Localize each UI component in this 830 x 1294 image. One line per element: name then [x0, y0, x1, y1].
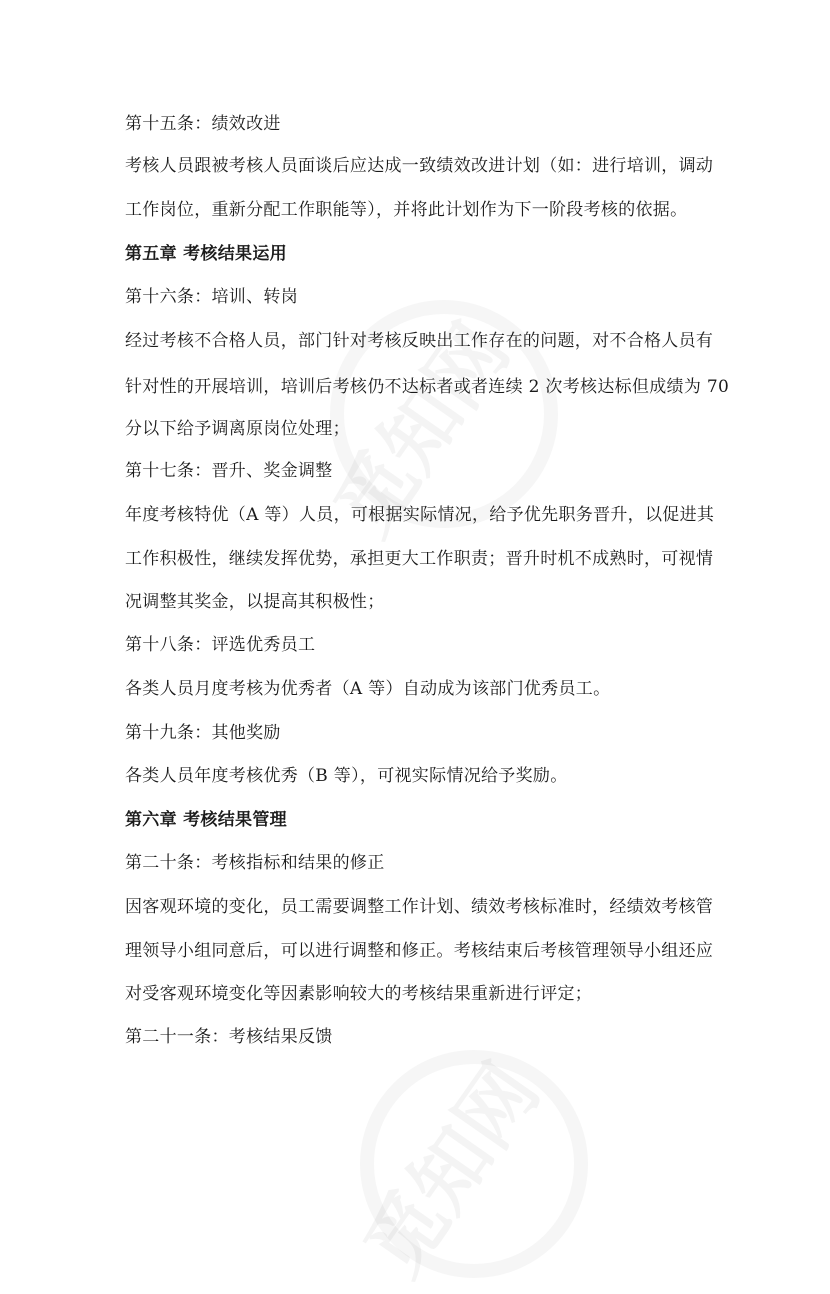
paragraph-line: 因客观环境的变化，员工需要调整工作计划、绩效考核标准时，经绩效考核管 — [125, 897, 714, 917]
chapter-heading: 第六章 考核结果管理 — [125, 810, 287, 830]
paragraph-line: 考核人员跟被考核人员面谈后应达成一致绩效改进计划（如：进行培训，调动 — [125, 156, 714, 176]
paragraph-line: 工作积极性，继续发挥优势，承担更大工作职责；晋升时机不成熟时，可视情 — [125, 549, 714, 569]
article-heading: 第二十条：考核指标和结果的修正 — [125, 853, 385, 873]
paragraph-line: 各类人员年度考核优秀（B 等），可视实际情况给予奖励。 — [125, 766, 568, 786]
article-heading: 第二十一条：考核结果反馈 — [125, 1027, 333, 1047]
paragraph-line: 针对性的开展培训，培训后考核仍不达标者或者连续 2 次考核达标但成绩为 70 — [125, 377, 730, 397]
watermark-text — [334, 1038, 560, 1294]
paragraph-line: 况调整其奖金，以提高其积极性； — [125, 592, 385, 612]
paragraph-line: 分以下给予调离原岗位处理； — [125, 419, 350, 439]
article-heading: 第十八条：评选优秀员工 — [125, 635, 316, 655]
article-heading: 第十九条：其他奖励 — [125, 723, 281, 743]
paragraph-line: 理领导小组同意后，可以进行调整和修正。考核结束后考核管理领导小组还应 — [125, 941, 714, 961]
chapter-heading: 第五章 考核结果运用 — [125, 244, 287, 264]
paragraph-line: 经过考核不合格人员，部门针对考核反映出工作存在的问题，对不合格人员有 — [125, 331, 714, 351]
paragraph-line: 工作岗位，重新分配工作职能等），并将此计划作为下一阶段考核的依据。 — [125, 200, 688, 220]
paragraph-line: 对受客观环境变化等因素影响较大的考核结果重新进行评定； — [125, 984, 593, 1004]
article-heading: 第十五条：绩效改进 — [125, 114, 281, 134]
paragraph-line: 年度考核特优（A 等）人员，可根据实际情况，给予优先职务晋升，以促进其 — [125, 505, 715, 525]
watermark-ring — [360, 1050, 588, 1278]
paragraph-line: 各类人员月度考核为优秀者（A 等）自动成为该部门优秀员工。 — [125, 679, 611, 699]
article-heading: 第十六条：培训、转岗 — [125, 287, 298, 307]
article-heading: 第十七条：晋升、奖金调整 — [125, 461, 333, 481]
